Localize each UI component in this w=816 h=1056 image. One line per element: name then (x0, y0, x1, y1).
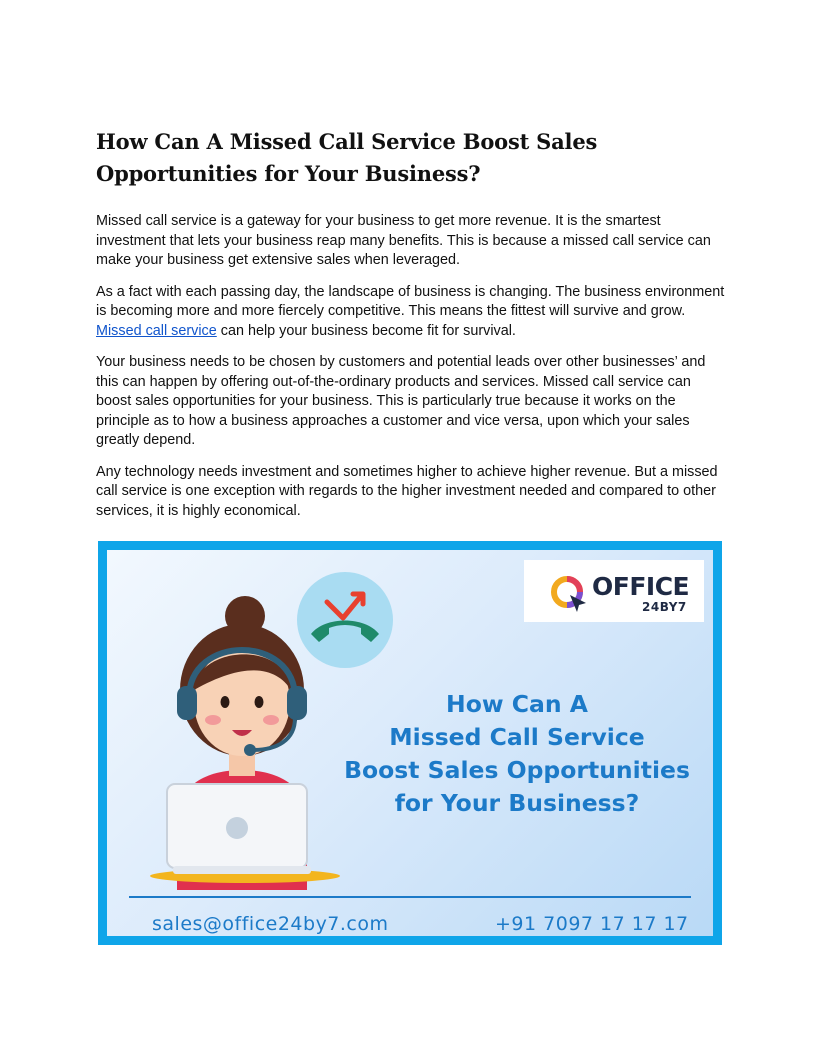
missed-call-service-link[interactable]: Missed call service (96, 322, 217, 339)
headline-line: for Your Business? (394, 789, 640, 817)
paragraph-2 (96, 283, 726, 342)
headline-line: Missed Call Service (389, 723, 645, 751)
promo-banner (98, 541, 722, 945)
banner-divider (129, 896, 691, 898)
contact-email: sales@office24by7.com (152, 913, 389, 935)
paragraph-2-start: As a fact with each passing day, the landscape of business is changing. The business environment is becoming more and more fiercely competitive. This means the fittest will survive and grow. (96, 283, 725, 319)
article-body (96, 212, 726, 533)
banner-headline (317, 688, 717, 820)
logo-text-office: OFFICE (592, 572, 690, 601)
headline-line: How Can A (446, 690, 588, 718)
paragraph-3: Your business needs to be chosen by customers and potential leads over other businesses’ and this can happen by offering out-of-the-ordinary products and services. Missed call service can boost sales opportunities for your business. This is particularly true because it works on the principle as to how a business approaches a customer and vice versa, upon which your sales greatly depend. (96, 354, 706, 448)
page-title: How Can A Missed Call Service Boost Sales Opportunities for Your Business? (96, 129, 598, 186)
logo-text-24by7: 24BY7 (642, 600, 687, 614)
paragraph-2-end: can help your business become fit for survival. (216, 322, 516, 339)
company-logo (524, 560, 704, 622)
contact-phone: +91 7097 17 17 17 (495, 913, 689, 935)
logo-q-icon (550, 575, 588, 613)
paragraph-4: Any technology needs investment and sometimes higher to achieve higher revenue. But a missed call service is one exception with regards to the higher investment needed and compared to other services, it is highly economical. (96, 463, 718, 519)
paragraph-1: Missed call service is a gateway for your business to get more revenue. It is the smartest investment that lets your business reap many benefits. This is because a missed call service can make your business get extensive sales when leveraged. (96, 213, 711, 268)
headline-line: Boost Sales Opportunities (344, 756, 690, 784)
